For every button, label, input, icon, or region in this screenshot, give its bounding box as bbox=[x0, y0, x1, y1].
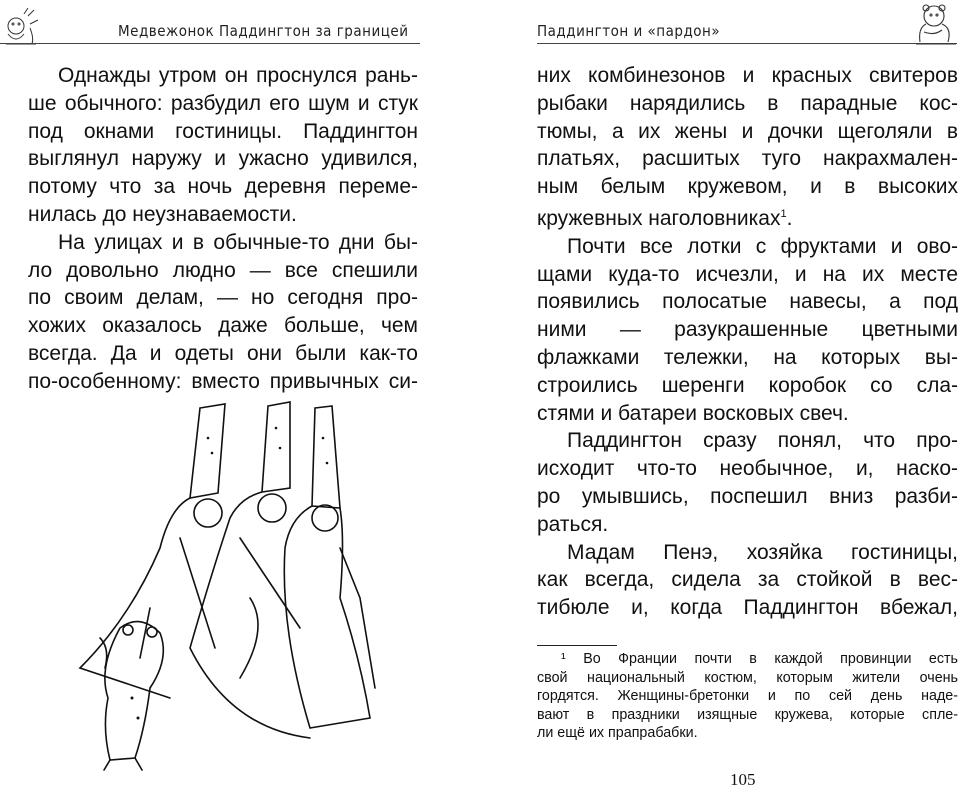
left-header-rule bbox=[0, 43, 420, 44]
text-line bbox=[537, 118, 958, 146]
line-text: строились шеренги коробок со сла- bbox=[537, 373, 958, 397]
right-page-text bbox=[537, 62, 958, 622]
line-text: исходит что-то необычное, и, наско- bbox=[537, 457, 958, 481]
text-line bbox=[537, 594, 958, 622]
text-line bbox=[537, 233, 958, 261]
text-line bbox=[537, 90, 958, 118]
left-running-head: Медвежонок Паддингтон за границей bbox=[118, 22, 409, 40]
line-text: появились полосатые навесы, а под bbox=[537, 290, 958, 314]
text-line bbox=[537, 566, 958, 594]
right-header-ornament bbox=[912, 2, 958, 51]
line-text: вают в праздники изящные кружева, которые спле- bbox=[537, 706, 958, 723]
line-text: стями и батареи восковых свеч. bbox=[537, 401, 849, 425]
line-text: свой национальный костюм, которым жители очень bbox=[537, 669, 958, 686]
text-line bbox=[537, 173, 958, 201]
line-text: Однажды утром он проснулся рань- bbox=[58, 64, 418, 87]
footnote-marker[interactable]: 1 bbox=[780, 207, 787, 220]
text-line bbox=[537, 145, 958, 173]
line-text: гордятся. Женщины-бретонки и по сей день наде- bbox=[537, 688, 958, 705]
line-text: них комбинезонов и красных свитеров bbox=[537, 64, 958, 87]
text-line bbox=[28, 173, 418, 201]
line-text-tail: . bbox=[786, 206, 793, 230]
line-text: Почти все лотки с фруктами и ово- bbox=[567, 234, 958, 258]
text-line bbox=[28, 229, 418, 257]
text-line bbox=[28, 118, 418, 146]
left-page-text bbox=[28, 62, 418, 396]
text-line bbox=[537, 372, 958, 400]
line-text: потому что за ночь деревня переме- bbox=[28, 175, 418, 199]
text-line bbox=[28, 201, 418, 229]
text-line bbox=[537, 316, 958, 344]
text-line bbox=[28, 145, 418, 173]
sketch-illustration bbox=[40, 398, 400, 778]
line-text: тибюле и, когда Паддингтон вбежал, bbox=[537, 596, 958, 620]
line-text: нилась до неузнаваемости. bbox=[28, 202, 297, 226]
line-text: щами куда-то исчезли, и на их месте bbox=[537, 262, 958, 286]
text-line bbox=[537, 288, 958, 316]
right-header-rule bbox=[537, 43, 957, 44]
text-line bbox=[28, 368, 418, 396]
text-line bbox=[28, 257, 418, 285]
line-text: по-особенному: вместо привычных си- bbox=[28, 369, 418, 393]
footnote bbox=[537, 650, 958, 743]
line-text: ным белым кружевом, и в высоких bbox=[537, 175, 958, 199]
text-line bbox=[28, 312, 418, 340]
right-running-head: Паддингтон и «пардон» bbox=[537, 22, 721, 40]
line-text: хожих оказалось даже больше, чем bbox=[28, 314, 418, 338]
line-text: ними — разукрашенные цветными bbox=[537, 318, 958, 342]
line-text: ли ещё их прапрабабки. bbox=[537, 725, 698, 742]
text-line bbox=[28, 340, 418, 368]
text-line bbox=[537, 669, 958, 688]
text-line bbox=[537, 706, 958, 725]
illustration-breton-women-and-bear bbox=[40, 398, 400, 783]
text-line bbox=[28, 62, 418, 90]
line-text: по своим делам, — но сегодня про- bbox=[28, 286, 418, 310]
text-line bbox=[537, 687, 958, 706]
text-line bbox=[537, 483, 958, 511]
text-line bbox=[537, 400, 958, 428]
text-line bbox=[537, 539, 958, 567]
text-line bbox=[537, 344, 958, 372]
line-text: как всегда, сидела за стойкой в вес- bbox=[537, 568, 958, 592]
text-line bbox=[537, 261, 958, 289]
text-line bbox=[28, 90, 418, 118]
line-text: всегда. Да и одеты они были как-то bbox=[28, 341, 418, 365]
text-line bbox=[537, 427, 958, 455]
line-text: кружевных наголовниках bbox=[537, 206, 781, 230]
line-text: под окнами гостиницы. Паддингтон bbox=[28, 119, 418, 143]
page-number: 105 bbox=[730, 770, 756, 789]
line-text: ро умывшись, поспешил вниз разби- bbox=[537, 484, 958, 508]
bear-icon bbox=[912, 2, 958, 46]
text-line bbox=[537, 201, 958, 233]
line-text: Паддингтон сразу понял, что про- bbox=[567, 429, 958, 453]
text-line bbox=[537, 62, 958, 90]
line-text: раться. bbox=[537, 512, 609, 536]
line-text: выглянул наружу и ужасно удивился, bbox=[28, 147, 418, 171]
text-line bbox=[537, 511, 958, 539]
line-text: флажками тележки, на которых вы- bbox=[537, 345, 958, 369]
line-text: платьях, расшитых туго накрахмален- bbox=[537, 147, 958, 171]
line-text: ло довольно людно — все спешили bbox=[28, 258, 418, 282]
line-text: ше обычного: разбудил его шум и стук bbox=[28, 91, 418, 115]
line-text: рыбаки нарядились в парадные кос- bbox=[537, 91, 958, 115]
text-line bbox=[537, 455, 958, 483]
text-line bbox=[537, 724, 958, 743]
line-text: тюмы, а их жены и дочки щеголяли в bbox=[537, 119, 958, 143]
line-text: ¹ Во Франции почти в каждой провинции есть bbox=[561, 651, 958, 667]
footnote-rule bbox=[537, 645, 617, 646]
text-line bbox=[537, 650, 958, 669]
left-header-ornament bbox=[2, 4, 40, 53]
line-text: Мадам Пенэ, хозяйка гостиницы, bbox=[567, 540, 958, 564]
bear-hedgehog-icon bbox=[2, 4, 40, 48]
line-text: На улицах и в обычные-то дни бы- bbox=[58, 230, 418, 254]
text-line bbox=[28, 284, 418, 312]
